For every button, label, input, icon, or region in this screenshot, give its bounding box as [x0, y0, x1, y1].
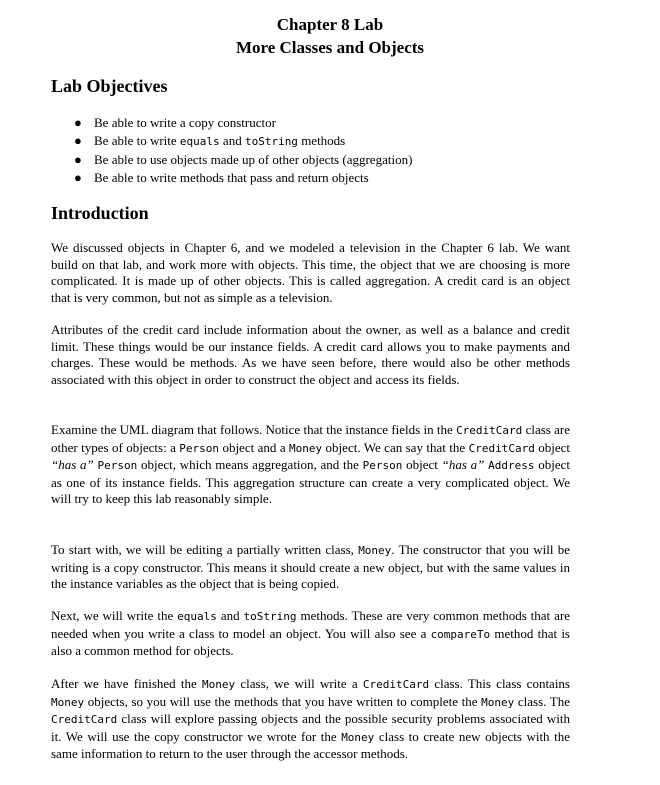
- bullet-icon: ●: [74, 152, 82, 167]
- code-term: toString: [244, 135, 298, 148]
- code-term: toString: [243, 610, 297, 623]
- chapter-title: Chapter 8 Lab: [276, 15, 384, 34]
- bullet-icon: ●: [74, 115, 82, 130]
- code-term: Money: [341, 730, 375, 744]
- bullet-icon: ●: [74, 170, 82, 185]
- list-item: ● Be able to write a copy constructor: [74, 115, 276, 130]
- list-item: ● Be able to write methods that pass and return objects: [74, 170, 369, 185]
- code-term: Money: [51, 695, 85, 709]
- list-item: ● Be able to write equals and toString methods: [74, 133, 346, 148]
- code-term: CreditCard: [456, 424, 523, 437]
- list-item: ● Be able to use objects made up of other objects (aggregation): [74, 152, 413, 167]
- intro-paragraph-1: We discussed objects in Chapter 6, and we modeled a television in the Chapter 6 lab. We want build on that lab, and work more with objects. This time, the object that we are choosing is more complicated. It is made up of other objects. This is called aggregation. A credit card is an object that is very common, but not as simple as a television.: [51, 240, 570, 305]
- code-term: compareTo: [430, 627, 491, 641]
- code-term: Person: [97, 459, 138, 473]
- intro-paragraph-3: Examine the UML diagram that follows. Notice that the instance fields in the CreditCard class are other types of objects: a Person object and a Money object. We can say that the CreditCard object “has a” Person object, which means aggregation, and the Person object “has a” Address object as one of its instance fields. This aggregation structure can create a very complicated object. We will try to keep this lab reasonably simple.: [51, 422, 571, 507]
- intro-paragraph-6: After we have finished the Money class, we will write a CreditCard class. This class contains Money objects, so you will use the methods that you have written to complete the Money class. The CreditCard class will explore passing objects and the possible security problems associated with it. We will use the copy constructor we wrote for the Money class to create new objects with the same information to return to the user through the accessor methods.: [51, 676, 570, 762]
- code-term: CreditCard: [362, 678, 430, 691]
- code-term: equals: [177, 610, 217, 623]
- code-term: Address: [488, 459, 535, 473]
- code-term: equals: [179, 135, 220, 148]
- intro-paragraph-2: Attributes of the credit card include information about the owner, as well as a balance and credit limit. These things would be our instance fields. A credit card allows you to make payments and charges. These would be methods. As we have seen before, there would also be other methods associated with this object in order to construct the object and access its fields.: [51, 322, 570, 387]
- emphasis-text: “has a”: [441, 457, 485, 473]
- code-term: Money: [289, 441, 323, 455]
- bullet-icon: ●: [74, 133, 82, 148]
- code-term: Person: [362, 459, 403, 473]
- code-term: Money: [202, 678, 236, 691]
- code-term: Person: [179, 441, 220, 455]
- intro-paragraph-4: To start with, we will be editing a partially written class, Money. The constructor that you will be writing is a copy constructor. This means it should create a new object, but with the same values in the instance variables as the object that is being copied.: [51, 542, 570, 592]
- code-term: Money: [481, 695, 515, 709]
- chapter-subtitle: More Classes and Objects: [235, 38, 425, 57]
- code-term: Money: [358, 544, 392, 557]
- code-term: CreditCard: [51, 713, 118, 727]
- objectives-heading: Lab Objectives: [51, 76, 168, 96]
- code-term: CreditCard: [468, 441, 535, 455]
- objectives-list: [74, 114, 412, 187]
- introduction-heading: Introduction: [51, 203, 149, 223]
- intro-paragraph-5: Next, we will write the equals and toString methods. These are very common methods that are needed when you write a class to model an object. You will also see a compareTo method that is also a common method for objects.: [51, 608, 570, 659]
- emphasis-text: “has a”: [51, 457, 94, 473]
